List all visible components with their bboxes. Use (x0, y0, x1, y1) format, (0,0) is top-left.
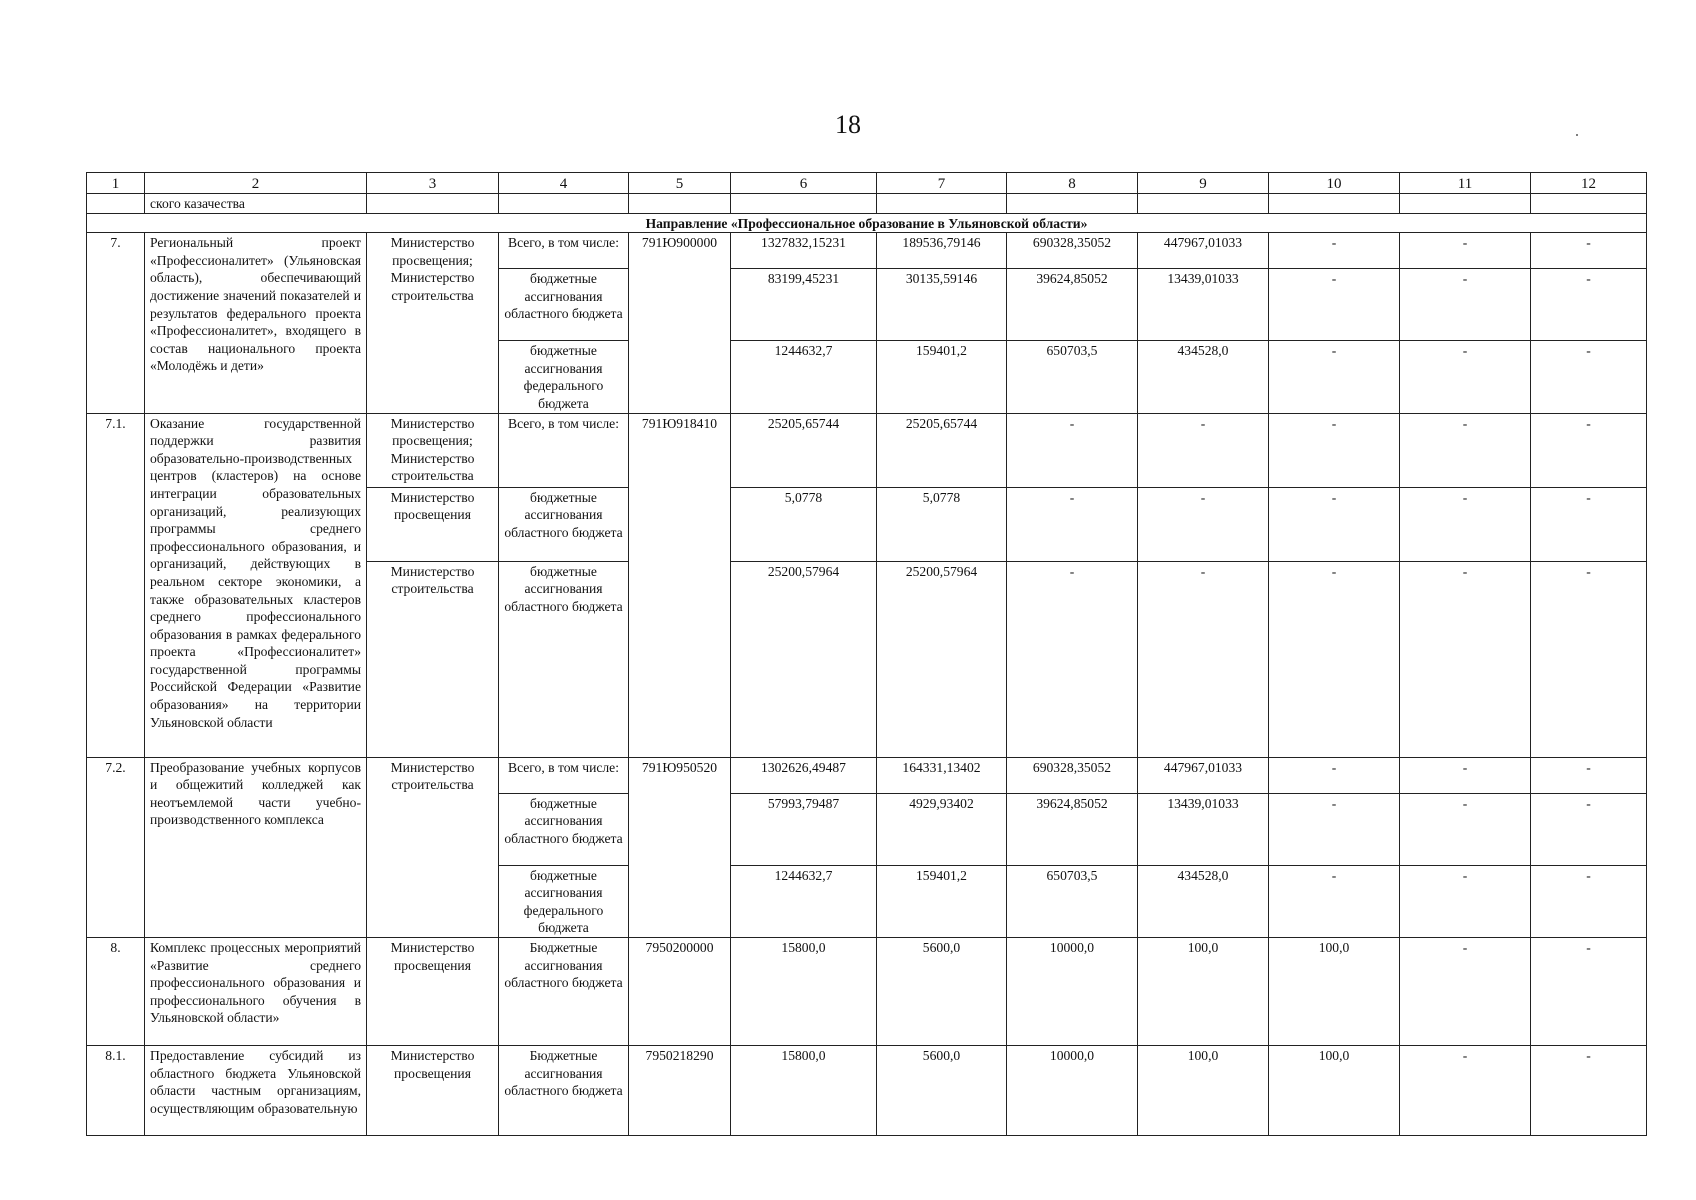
funding-source: бюджетные ассигнования областного бюджета (499, 487, 629, 561)
value-2028: - (1269, 793, 1400, 865)
column-number: 12 (1531, 173, 1647, 194)
funding-source: бюджетные ассигнования областного бюджета (499, 793, 629, 865)
executor: Министерство строительства (367, 561, 499, 757)
value-2030: - (1531, 561, 1647, 757)
value-2028: - (1269, 341, 1400, 413)
value-2027: - (1138, 487, 1269, 561)
executor: Министерство строительства (367, 757, 499, 937)
activity-name: Предоставление субсидий из областного бюджета Ульяновской области частным организациям, осуществляющим образовательную (145, 1045, 367, 1135)
funding-source: Всего, в том числе: (499, 233, 629, 269)
value-total: 1244632,7 (731, 865, 877, 937)
funding-source: бюджетные ассигнования федерального бюджета (499, 865, 629, 937)
value-2027: 447967,01033 (1138, 233, 1269, 269)
value-2029: - (1400, 865, 1531, 937)
value-2027: - (1138, 413, 1269, 487)
value-2030: - (1531, 269, 1647, 341)
value-2025: 159401,2 (877, 341, 1007, 413)
value-2028: - (1269, 413, 1400, 487)
activity-name: Преобразование учебных корпусов и общежитий колледжей как неотъемлемой части учебно-производственного комплекса (145, 757, 367, 937)
continuation-row (87, 194, 1647, 214)
budget-code: 791Ю900000 (629, 233, 731, 413)
table-row (87, 1045, 1647, 1135)
executor: Министерство просвещения (367, 1045, 499, 1135)
value-2029: - (1400, 487, 1531, 561)
value-2028: - (1269, 233, 1400, 269)
value-2026: 10000,0 (1007, 937, 1138, 1045)
value-2028: - (1269, 757, 1400, 793)
value-2028: - (1269, 561, 1400, 757)
value-2027: 447967,01033 (1138, 757, 1269, 793)
value-2029: - (1400, 937, 1531, 1045)
column-number: 10 (1269, 173, 1400, 194)
table-row (87, 757, 1647, 793)
value-2025: 30135,59146 (877, 269, 1007, 341)
value-2026: 10000,0 (1007, 1045, 1138, 1135)
column-number: 7 (877, 173, 1007, 194)
column-number: 6 (731, 173, 877, 194)
budget-code: 7950218290 (629, 1045, 731, 1135)
value-2025: 189536,79146 (877, 233, 1007, 269)
funding-source: Всего, в том числе: (499, 757, 629, 793)
executor: Министерство просвещения (367, 937, 499, 1045)
value-2029: - (1400, 341, 1531, 413)
value-2030: - (1531, 413, 1647, 487)
value-2029: - (1400, 413, 1531, 487)
funding-source: бюджетные ассигнования областного бюджета (499, 269, 629, 341)
value-total: 1302626,49487 (731, 757, 877, 793)
value-2030: - (1531, 1045, 1647, 1135)
column-number: 3 (367, 173, 499, 194)
value-2026: - (1007, 413, 1138, 487)
value-total: 57993,79487 (731, 793, 877, 865)
column-number: 2 (145, 173, 367, 194)
value-2028: 100,0 (1269, 937, 1400, 1045)
value-2027: 13439,01033 (1138, 793, 1269, 865)
value-2025: 159401,2 (877, 865, 1007, 937)
row-number: 7. (87, 233, 145, 413)
page-number: 18 (835, 110, 861, 139)
executor: Министерство просвещения; Министерство строительства (367, 413, 499, 487)
value-2026: - (1007, 487, 1138, 561)
funding-source: Бюджетные ассигнования областного бюджета (499, 937, 629, 1045)
column-number: 9 (1138, 173, 1269, 194)
row-number: 8.1. (87, 1045, 145, 1135)
value-2026: 39624,85052 (1007, 269, 1138, 341)
value-total: 15800,0 (731, 937, 877, 1045)
value-2028: - (1269, 269, 1400, 341)
value-2030: - (1531, 757, 1647, 793)
value-2026: 690328,35052 (1007, 757, 1138, 793)
value-total: 25205,65744 (731, 413, 877, 487)
value-2026: - (1007, 561, 1138, 757)
budget-code: 791Ю950520 (629, 757, 731, 937)
value-2025: 4929,93402 (877, 793, 1007, 865)
value-total: 25200,57964 (731, 561, 877, 757)
value-2027: 13439,01033 (1138, 269, 1269, 341)
value-2029: - (1400, 757, 1531, 793)
scan-speck (1576, 134, 1578, 136)
column-number: 1 (87, 173, 145, 194)
value-2025: 25205,65744 (877, 413, 1007, 487)
value-2027: - (1138, 561, 1269, 757)
row-number: 8. (87, 937, 145, 1045)
value-2030: - (1531, 233, 1647, 269)
table-row (87, 233, 1647, 269)
row-number: 7.1. (87, 413, 145, 757)
row-number: 7.2. (87, 757, 145, 937)
budget-code: 7950200000 (629, 937, 731, 1045)
value-2030: - (1531, 793, 1647, 865)
value-2030: - (1531, 487, 1647, 561)
value-2030: - (1531, 341, 1647, 413)
funding-source: Всего, в том числе: (499, 413, 629, 487)
budget-table (86, 172, 1647, 1136)
table-row (87, 413, 1647, 487)
value-total: 1244632,7 (731, 341, 877, 413)
value-2027: 434528,0 (1138, 865, 1269, 937)
value-2025: 25200,57964 (877, 561, 1007, 757)
activity-name: Оказание государственной поддержки развития образовательно-производственных центров (кластеров) на основе интеграции образовательных организаций, реализующих программы среднего профессионального образования, и организаций, действующих в реальном секторе экономики, а также образовательных кластеров среднего профессионального образования в рамках федерального проекта «Профессионалитет» государственной программы Российской Федерации «Развитие образования» на территории Ульяновской области (145, 413, 367, 757)
value-2028: - (1269, 487, 1400, 561)
funding-source: бюджетные ассигнования федерального бюджета (499, 341, 629, 413)
value-2029: - (1400, 561, 1531, 757)
value-2025: 164331,13402 (877, 757, 1007, 793)
section-title: Направление «Профессиональное образование в Ульяновской области» (87, 213, 1647, 233)
budget-code: 791Ю918410 (629, 413, 731, 757)
value-2027: 100,0 (1138, 937, 1269, 1045)
executor: Министерство просвещения; Министерство строительства (367, 233, 499, 413)
value-2029: - (1400, 1045, 1531, 1135)
value-total: 83199,45231 (731, 269, 877, 341)
funding-source: бюджетные ассигнования областного бюджета (499, 561, 629, 757)
value-2029: - (1400, 269, 1531, 341)
column-number: 11 (1400, 173, 1531, 194)
column-number: 5 (629, 173, 731, 194)
table-row (87, 937, 1647, 1045)
value-2026: 650703,5 (1007, 341, 1138, 413)
column-number: 4 (499, 173, 629, 194)
value-2026: 690328,35052 (1007, 233, 1138, 269)
value-2025: 5600,0 (877, 1045, 1007, 1135)
value-2026: 39624,85052 (1007, 793, 1138, 865)
section-row (87, 213, 1647, 233)
column-number: 8 (1007, 173, 1138, 194)
activity-name: Комплекс процессных мероприятий «Развитие среднего профессионального образования и профессионального обучения в Ульяновской области» (145, 937, 367, 1045)
value-2026: 650703,5 (1007, 865, 1138, 937)
value-2025: 5,0778 (877, 487, 1007, 561)
value-2028: 100,0 (1269, 1045, 1400, 1135)
funding-source: Бюджетные ассигнования областного бюджета (499, 1045, 629, 1135)
column-number-header-row (87, 173, 1647, 194)
value-2027: 100,0 (1138, 1045, 1269, 1135)
continuation-text: ского казачества (145, 194, 367, 214)
value-2028: - (1269, 865, 1400, 937)
value-2025: 5600,0 (877, 937, 1007, 1045)
value-2027: 434528,0 (1138, 341, 1269, 413)
value-2030: - (1531, 865, 1647, 937)
value-2029: - (1400, 233, 1531, 269)
value-total: 15800,0 (731, 1045, 877, 1135)
value-total: 1327832,15231 (731, 233, 877, 269)
value-2030: - (1531, 937, 1647, 1045)
value-total: 5,0778 (731, 487, 877, 561)
activity-name: Региональный проект «Профессионалитет» (Ульяновская область), обеспечивающий достижение значений показателей и результатов федерального проекта «Профессионалитет», входящего в состав национального проекта «Молодёжь и дети» (145, 233, 367, 413)
executor: Министерство просвещения (367, 487, 499, 561)
value-2029: - (1400, 793, 1531, 865)
